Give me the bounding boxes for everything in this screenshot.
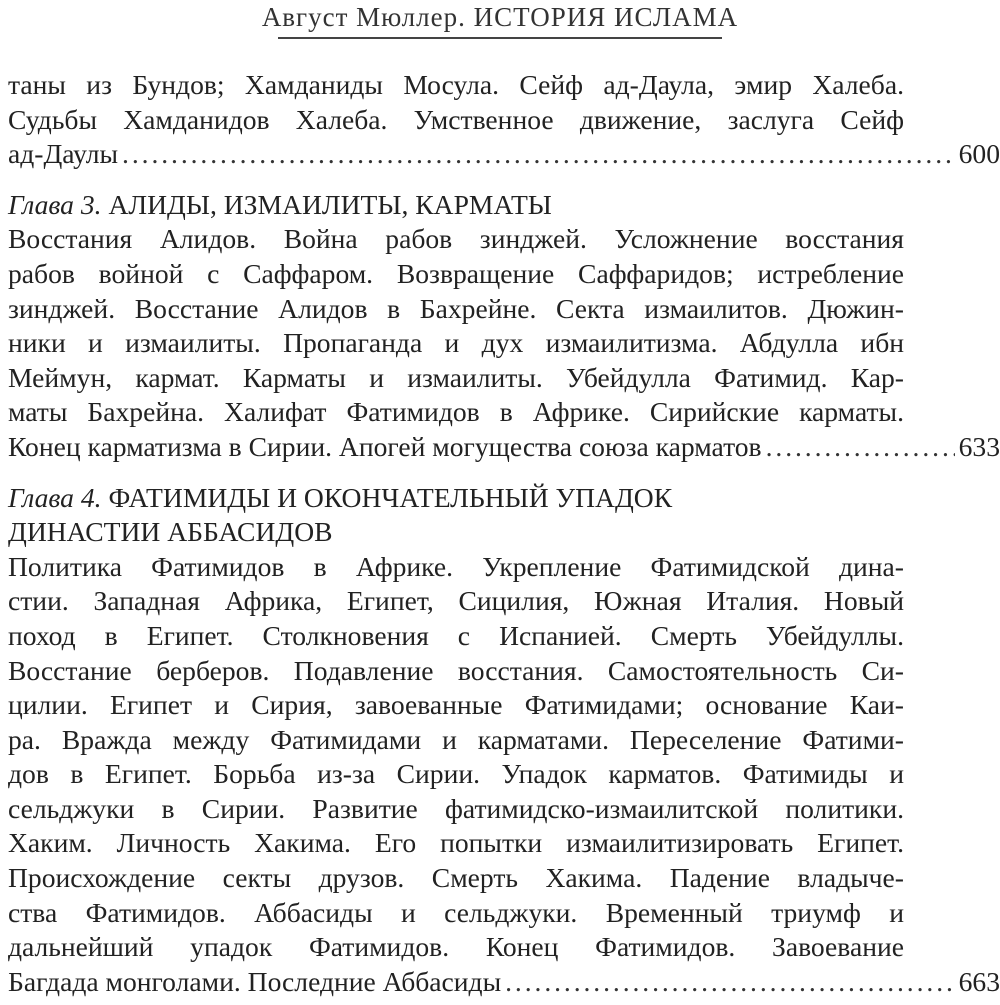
toc-line: зинджей. Восстание Алидов в Бахрейне. Секта измаилитов. Дюжин-	[8, 292, 904, 324]
toc-line: Меймун, кармат. Карматы и измаилиты. Убейдулла Фатимид. Кар-	[8, 361, 904, 393]
toc-line: ра. Вражда между Фатимидами и карматами. Переселение Фатими-	[8, 723, 904, 755]
page-number: 663	[958, 965, 1000, 997]
toc-line: Судьбы Хамданидов Халеба. Умственное движение, заслуга Сейф	[8, 103, 904, 135]
toc-leader-line	[8, 137, 1000, 172]
toc-entry-continuation	[8, 68, 1000, 172]
chapter-title: ФАТИМИДЫ И ОКОНЧАТЕЛЬНЫЙ УПАДОК	[108, 481, 673, 513]
toc-line: поход в Египет. Столкновения с Испанией. Смерть Убейдуллы.	[8, 619, 904, 651]
toc-line: рабов войной с Саффаром. Возвращение Саффаридов; истребление	[8, 257, 904, 289]
toc-line: Восстания Алидов. Война рабов зинджей. Усложнение восстания	[8, 223, 904, 255]
toc-line: Восстание берберов. Подавление восстания. Самостоятельность Си-	[8, 654, 904, 686]
toc-entry-chapter-3	[8, 188, 1000, 465]
toc-line: ники и измаилиты. Пропаганда и дух измаилитизма. Абдулла ибн	[8, 327, 904, 359]
toc-line: Хаким. Личность Хакима. Его попытки измаилитизировать Египет.	[8, 827, 904, 859]
page-number: 633	[958, 430, 1000, 462]
toc-line: ад-Даулы	[8, 138, 119, 170]
chapter-label: Глава 3.	[8, 188, 102, 220]
toc-line: Конец карматизма в Сирии. Апогей могущества союза карматов	[8, 430, 762, 462]
running-head: Август Мюллер. ИСТОРИЯ ИСЛАМА	[261, 2, 739, 32]
toc-line: дов в Египет. Борьба из-за Сирии. Упадок карматов. Фатимиды и	[8, 758, 904, 790]
toc-leader-line	[8, 430, 1000, 465]
dot-leader	[122, 137, 955, 172]
chapter-title-continued: ДИНАСТИИ АББАСИДОВ	[8, 516, 333, 548]
toc-line: таны из Бундов; Хамданиды Мосула. Сейф ад-Даула, эмир Халеба.	[8, 69, 904, 100]
toc-line: сельджуки в Сирии. Развитие фатимидско-измаилитской политики.	[8, 792, 904, 824]
toc-line: ства Фатимидов. Аббасиды и сельджуки. Временный триумф и	[8, 896, 904, 928]
running-head-rule	[278, 37, 722, 39]
toc-entry-chapter-4	[8, 481, 1000, 1000]
toc-line: дальнейший упадок Фатимидов. Конец Фатимидов. Завоевание	[8, 931, 904, 963]
toc-line: Багдада монголами. Последние Аббасиды	[8, 965, 502, 997]
toc-line: цилии. Египет и Сирия, завоеванные Фатимидами; основание Каи-	[8, 689, 904, 721]
chapter-title: АЛИДЫ, ИЗМАИЛИТЫ, КАРМАТЫ	[108, 188, 552, 220]
chapter-heading	[8, 188, 1000, 223]
toc-line: Политика Фатимидов в Африке. Укрепление Фатимидской дина-	[8, 550, 904, 582]
toc-line: маты Бахрейна. Халифат Фатимидов в Африке. Сирийские карматы.	[8, 396, 904, 428]
toc-line: стии. Западная Африка, Египет, Сицилия, Южная Италия. Новый	[8, 585, 904, 617]
page-number: 600	[958, 138, 1000, 170]
table-of-contents	[8, 68, 1000, 1005]
dot-leader	[505, 965, 954, 1000]
toc-leader-line	[8, 965, 1000, 1000]
toc-line: Происхождение секты друзов. Смерть Хакима. Падение владыче-	[8, 862, 904, 894]
chapter-heading	[8, 481, 1000, 516]
dot-leader	[766, 430, 955, 465]
chapter-label: Глава 4.	[8, 481, 102, 513]
